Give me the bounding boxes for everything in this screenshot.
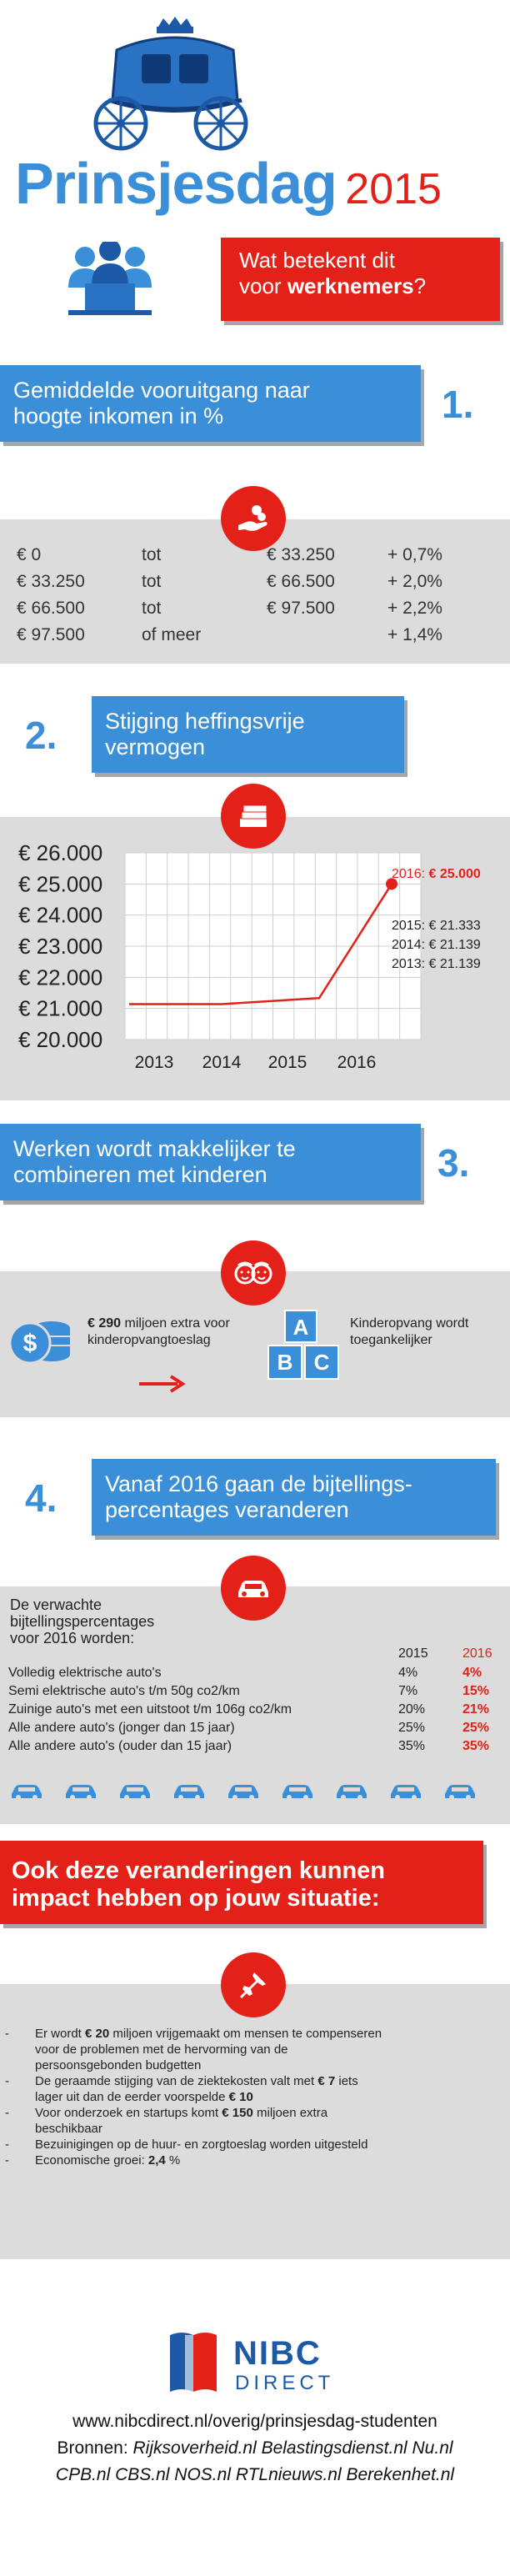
bijtelling-2016: 35% <box>462 1739 490 1753</box>
subtitle-line2: voor werknemers? <box>239 273 427 298</box>
footer-url[interactable]: www.nibcdirect.nl/overig/prinsjesdag-studenten <box>72 2412 438 2431</box>
col-header-2015: 2015 <box>398 1646 428 1661</box>
section2-title-line1: Stijging heffingsvrije <box>105 709 305 734</box>
car-icon <box>335 1782 368 1805</box>
income-table <box>17 542 483 649</box>
car-icon <box>227 1782 260 1805</box>
table-row <box>8 1721 508 1739</box>
section5-title-line1: Ook deze veranderingen kunnen <box>12 1857 385 1884</box>
y-tick-label: € 26.000 <box>18 840 103 865</box>
coins-icon <box>8 1311 75 1370</box>
bijtelling-label: Alle andere auto's (jonger dan 15 jaar) <box>8 1721 235 1735</box>
income-cell-pct: + 2,2% <box>388 599 442 618</box>
section4-title-line2: percentages veranderen <box>105 1497 349 1522</box>
footer-sources-1: Bronnen: Rijksoverheid.nl Belastingsdienst.nl Nu.nl <box>57 2438 453 2458</box>
bijtelling-label: Semi elektrische auto's t/m 50g co2/km <box>8 1684 240 1698</box>
section2-number: 2. <box>25 714 58 757</box>
car-icon <box>281 1782 314 1805</box>
x-tick-label: 2015 <box>268 1053 308 1072</box>
list-item: - De geraamde stijging van de ziektekosten valt met € 7 iets lager uit dan de eerder voorspelde € 10 <box>0 2073 510 2105</box>
logo-text-direct: DIRECT <box>235 2372 335 2394</box>
list-item: - Economische groei: 2,4 % <box>0 2153 510 2168</box>
income-cell-sep: of meer <box>142 625 202 644</box>
bijtelling-2015: 7% <box>398 1684 418 1698</box>
childcare-access-text: Kinderopvang wordt toegankelijker <box>350 1316 469 1347</box>
annot-2014: 2014: € 21.139 <box>392 938 481 952</box>
x-tick-label: 2013 <box>134 1053 174 1072</box>
table-row <box>8 1666 508 1684</box>
y-tick-label: € 21.000 <box>18 995 103 1021</box>
page-title-year: 2015 <box>345 165 442 213</box>
bijtelling-2016: 21% <box>462 1702 490 1716</box>
block-letter: C <box>313 1350 330 1375</box>
section3-number: 3. <box>438 1141 470 1185</box>
section4-number: 4. <box>25 1476 58 1520</box>
children-faces-icon <box>221 1240 286 1306</box>
section3-title-line1: Werken wordt makkelijker te <box>13 1136 296 1161</box>
table-row <box>8 1684 508 1702</box>
nibc-flag-icon <box>167 2330 225 2397</box>
bijtelling-label: Alle andere auto's (ouder dan 15 jaar) <box>8 1739 232 1753</box>
section1-banner <box>0 365 421 442</box>
section3-banner <box>0 1124 421 1200</box>
table-row <box>8 1702 508 1721</box>
section1-title-line2: hoogte inkomen in % <box>13 403 224 428</box>
changes-list <box>0 2026 510 2168</box>
income-cell-from: € 66.500 <box>17 599 85 618</box>
y-tick-label: € 22.000 <box>18 965 103 990</box>
subtitle-banner <box>221 238 500 321</box>
bijtelling-2016: 4% <box>462 1666 482 1680</box>
income-cell-from: € 33.250 <box>17 572 85 591</box>
income-cell-to: € 97.500 <box>267 599 335 618</box>
section3-title-line2: combineren met kinderen <box>13 1162 268 1187</box>
income-cell-sep: tot <box>142 599 162 618</box>
golden-carriage-icon <box>83 17 258 158</box>
employees-group-icon <box>60 242 160 317</box>
col-header-2016: 2016 <box>462 1646 492 1661</box>
y-tick-label: € 25.000 <box>18 871 103 897</box>
pushpin-icon <box>221 1952 286 2017</box>
nibc-logo <box>167 2330 350 2397</box>
car-icon <box>172 1782 206 1805</box>
income-cell-sep: tot <box>142 572 162 591</box>
block-letter: A <box>292 1315 309 1340</box>
car-icon <box>443 1782 477 1805</box>
abc-blocks-icon <box>267 1309 342 1381</box>
list-item: - Er wordt € 20 miljoen vrijgemaakt om mensen te compenseren voor de problemen met de hervorming van de persoonsgebonden budgetten <box>0 2026 510 2073</box>
svg-text:$: $ <box>22 1330 38 1357</box>
section2-title-line2: vermogen <box>105 734 206 759</box>
car-icon <box>389 1782 422 1805</box>
income-cell-to <box>267 622 388 649</box>
income-cell-pct: + 2,0% <box>388 572 442 591</box>
annot-2015: 2015: € 21.333 <box>392 919 481 933</box>
section2-banner <box>92 696 404 773</box>
bijtelling-label: Volledig elektrische auto's <box>8 1666 162 1680</box>
y-tick-label: € 24.000 <box>18 902 103 928</box>
bijtelling-2016: 25% <box>462 1721 490 1735</box>
income-cell-from: € 0 <box>17 545 42 564</box>
section1-number: 1. <box>442 383 474 426</box>
list-item: - Bezuinigingen op de huur- en zorgtoeslag worden uitgesteld <box>0 2137 510 2153</box>
bijtelling-table <box>8 1666 508 1757</box>
section4-banner <box>92 1459 496 1536</box>
income-cell-from: € 97.500 <box>17 625 85 644</box>
bijtelling-2016: 15% <box>462 1684 490 1698</box>
income-cell-to: € 66.500 <box>267 572 335 591</box>
annot-2013: 2013: € 21.139 <box>392 957 481 971</box>
page-title: Prinsjesdag <box>15 151 337 216</box>
section5-title-line2: impact hebben op jouw situatie: <box>12 1885 380 1912</box>
table-row <box>17 569 483 595</box>
childcare-budget-text: € 290 miljoen extra voor kinderopvangtoeslag <box>88 1316 230 1347</box>
y-tick-label: € 20.000 <box>18 1027 103 1052</box>
section4-title-line1: Vanaf 2016 gaan de bijtellings- <box>105 1471 412 1496</box>
bijtelling-intro: De verwachte bijtellingspercentages voor 2016 worden: <box>10 1596 155 1646</box>
subtitle-line1: Wat betekent dit <box>239 248 395 273</box>
bijtelling-2015: 25% <box>398 1721 426 1735</box>
income-cell-sep: tot <box>142 545 162 564</box>
income-cell-to: € 33.250 <box>267 545 335 564</box>
bijtelling-2015: 20% <box>398 1702 426 1716</box>
table-row <box>8 1739 508 1757</box>
x-tick-label: 2014 <box>202 1053 242 1072</box>
list-item: - Voor onderzoek en startups komt € 150 miljoen extra beschikbaar <box>0 2105 510 2137</box>
logo-text-nibc: NIBC <box>233 2335 322 2372</box>
income-cell-pct: + 1,4% <box>388 625 442 644</box>
bijtelling-2015: 4% <box>398 1666 418 1680</box>
car-icon <box>64 1782 98 1805</box>
car-icon <box>221 1556 286 1621</box>
section1-title-line1: Gemiddelde vooruitgang naar <box>13 378 310 403</box>
y-tick-label: € 23.000 <box>18 934 103 959</box>
table-row <box>17 622 483 649</box>
annot-2016: 2016: € 25.000 <box>392 867 481 881</box>
table-row <box>17 595 483 622</box>
x-tick-label: 2016 <box>337 1053 377 1072</box>
car-icon <box>118 1782 152 1805</box>
table-row <box>17 542 483 569</box>
footer-sources-2: CPB.nl CBS.nl NOS.nl RTLnieuws.nl Berekenhet.nl <box>55 2465 455 2484</box>
car-icon <box>10 1782 43 1805</box>
bijtelling-2015: 35% <box>398 1739 426 1753</box>
block-letter: B <box>277 1350 293 1375</box>
bijtelling-label: Zuinige auto's met een uitstoot t/m 106g co2/km <box>8 1702 292 1716</box>
section5-banner <box>0 1841 483 1924</box>
car-row <box>0 1782 510 1807</box>
income-cell-pct: + 0,7% <box>388 545 442 564</box>
arrow-right-icon <box>138 1374 188 1394</box>
